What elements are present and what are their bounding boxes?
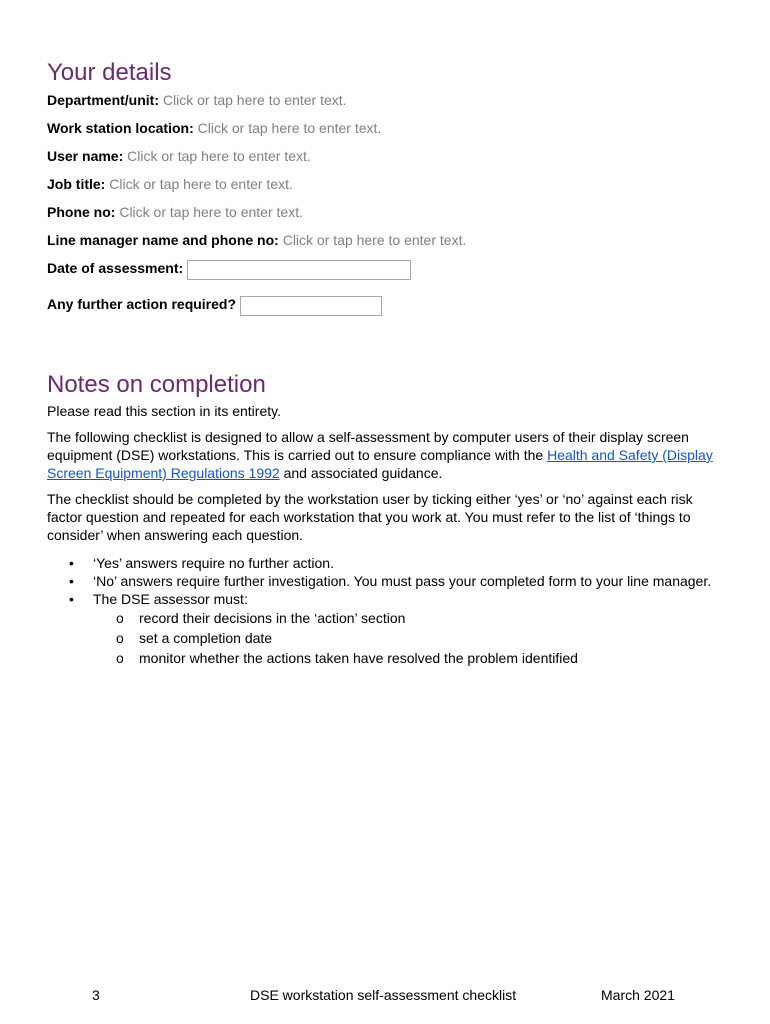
date-of-assessment-input[interactable]: [187, 260, 411, 280]
field-label: Job title:: [47, 176, 106, 192]
field-workstation-location[interactable]: [47, 118, 727, 138]
field-phone[interactable]: [47, 202, 727, 222]
field-date-of-assessment: [47, 258, 727, 280]
notes-p2-text: The following checklist is designed to allow a self-assessment by computer users of their display screen equipment (DSE) workstations. This is carried out to ensure compliance with the: [47, 429, 689, 463]
sub-bullet-icon: o: [116, 630, 124, 646]
bullet-icon: •: [69, 591, 74, 607]
date-of-assessment-label: Date of assessment:: [47, 260, 184, 276]
list-item-text: ‘No’ answers require further investigation. You must pass your completed form to your line manager.: [93, 573, 712, 589]
footer-title: DSE workstation self-assessment checklist: [250, 987, 517, 1003]
field-label: Phone no:: [47, 204, 116, 220]
notes-intro: Please read this section in its entirety.: [47, 403, 281, 419]
sub-list-item: [93, 608, 727, 628]
list-item-text: ‘Yes’ answers require no further action.: [93, 555, 334, 571]
your-details-fields: [47, 90, 727, 316]
sub-list-item-text: set a completion date: [139, 630, 273, 646]
field-label: Department/unit:: [47, 92, 159, 108]
sub-list-item: [93, 628, 727, 648]
sub-list-item: [93, 648, 727, 668]
notes-paragraph-instructions: The checklist should be completed by the workstation user by ticking either ‘yes’ or ‘no’ against each risk factor question and repeated for each workstation that you work at. You must refer to the list of ‘things to consider’ when answering each question.: [47, 491, 693, 543]
list-item-text: The DSE assessor must:: [93, 591, 248, 607]
notes-paragraph-checklist: [47, 428, 727, 482]
field-user-name[interactable]: [47, 146, 727, 166]
bullet-icon: •: [69, 555, 74, 571]
list-item: [47, 554, 727, 572]
bullet-icon: •: [69, 573, 74, 589]
sub-bullet-icon: o: [116, 650, 124, 666]
field-label: Work station location:: [47, 120, 194, 136]
further-action-label: Any further action required?: [47, 296, 237, 312]
field-placeholder[interactable]: Click or tap here to enter text.: [119, 204, 303, 220]
document-page: [47, 56, 727, 668]
sub-bullet-icon: o: [116, 610, 124, 626]
further-action-input[interactable]: [240, 296, 382, 316]
sub-list-item-text: monitor whether the actions taken have resolved the problem identified: [139, 650, 578, 666]
list-item: [47, 572, 727, 590]
notes-heading: Notes on completion: [47, 371, 266, 398]
regulations-link[interactable]: Health and Safety (Display Screen Equipment) Regulations 1992: [47, 447, 713, 481]
sub-list-item-text: record their decisions in the ‘action’ section: [139, 610, 406, 626]
notes-p2-tail: and associated guidance.: [279, 465, 443, 481]
footer-page-number: 3: [92, 987, 100, 1003]
assessor-sub-list: [93, 608, 727, 668]
list-item: [47, 590, 727, 668]
field-placeholder[interactable]: Click or tap here to enter text.: [109, 176, 293, 192]
your-details-heading: Your details: [47, 59, 172, 86]
field-label: Line manager name and phone no:: [47, 232, 279, 248]
footer-date: March 2021: [601, 987, 675, 1003]
notes-bullet-list: [47, 554, 727, 668]
notes-section: [47, 368, 727, 668]
field-further-action: [47, 294, 727, 316]
field-line-manager[interactable]: [47, 230, 727, 250]
field-label: User name:: [47, 148, 124, 164]
field-placeholder[interactable]: Click or tap here to enter text.: [127, 148, 311, 164]
field-placeholder[interactable]: Click or tap here to enter text.: [197, 120, 382, 136]
field-job-title[interactable]: [47, 174, 727, 194]
field-department[interactable]: [47, 90, 727, 110]
field-placeholder[interactable]: Click or tap here to enter text.: [162, 92, 347, 108]
field-placeholder[interactable]: Click or tap here to enter text.: [282, 232, 467, 248]
